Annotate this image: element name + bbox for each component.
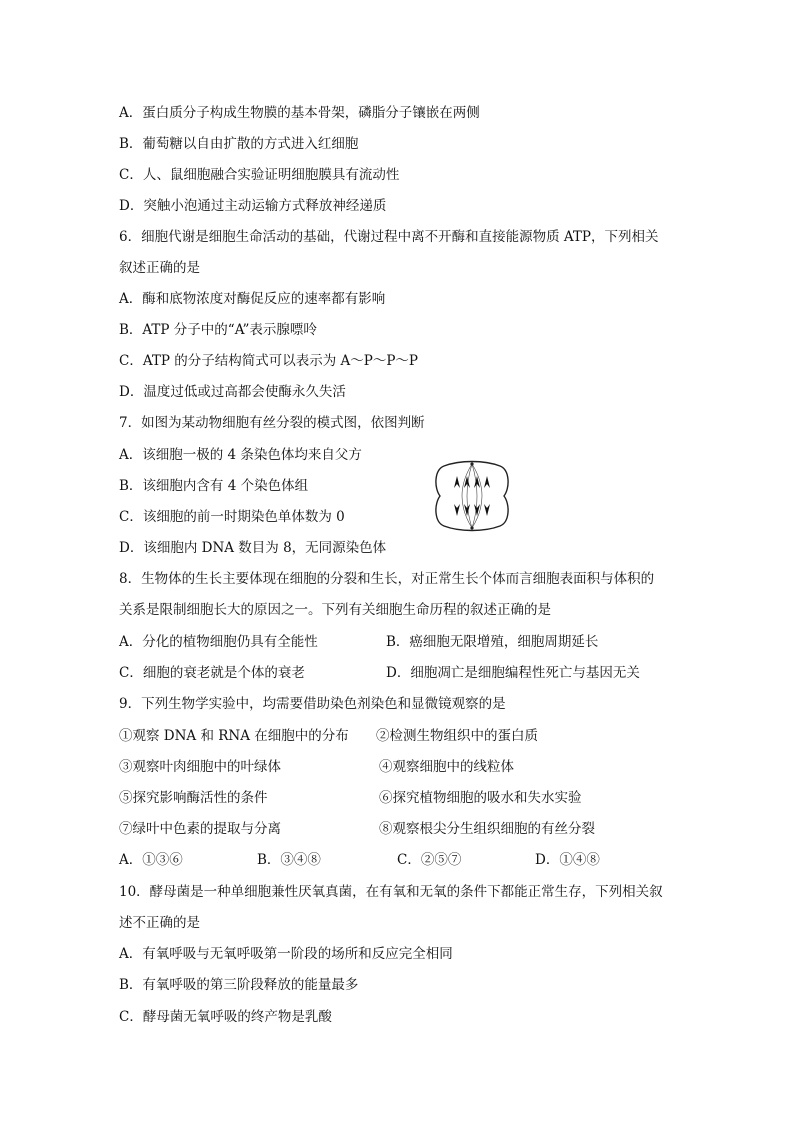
q6-option-b: B．ATP 分子中的“A”表示腺嘌呤 [119, 322, 317, 338]
chromosomes-upper [454, 476, 490, 488]
centrosome-top [470, 462, 473, 465]
q9-item-6: ⑥探究植物细胞的吸水和失水实验 [379, 790, 582, 806]
q6-stem-line1: 6．细胞代谢是细胞生命活动的基础，代谢过程中离不开酶和直接能源物质 ATP，下列相关 [119, 229, 659, 245]
spindle-fibers [462, 464, 482, 528]
q10-stem-line2: 述不正确的是 [119, 915, 200, 931]
q7-stem: 7．如图为某动物细胞有丝分裂的模式图，依图判断 [119, 415, 425, 431]
q9-item-3: ③观察叶肉细胞中的叶绿体 [119, 759, 281, 775]
q9-item-1: ①观察 DNA 和 RNA 在细胞中的分布 [119, 728, 349, 744]
q5-option-c: C．人、鼠细胞融合实验证明细胞膜具有流动性 [119, 167, 400, 183]
q5-option-b: B．葡萄糖以自由扩散的方式进入红细胞 [119, 136, 359, 152]
q6-option-a: A．酶和底物浓度对酶促反应的速率都有影响 [119, 291, 386, 307]
q10-option-b: B．有氧呼吸的第三阶段释放的能量最多 [119, 977, 359, 993]
chromosomes-lower [454, 504, 490, 516]
q5-option-a: A．蛋白质分子构成生物膜的基本骨架，磷脂分子镶嵌在两侧 [119, 105, 480, 121]
mitosis-cell-figure [432, 458, 512, 534]
q8-option-a: A．分化的植物细胞仍具有全能性 [119, 634, 318, 650]
cell-membrane [436, 462, 508, 531]
q5-option-d: D．突触小泡通过主动运输方式释放神经递质 [119, 198, 387, 214]
q10-stem-line1: 10．酵母菌是一种单细胞兼性厌氧真菌，在有氧和无氧的条件下都能正常生存，下列相关叙 [119, 884, 663, 900]
q6-option-c: C．ATP 的分子结构简式可以表示为 A～P～P～P [119, 353, 419, 369]
q8-stem-line2: 关系是限制细胞长大的原因之一。下列有关细胞生命历程的叙述正确的是 [119, 602, 551, 618]
q7-option-b: B．该细胞内含有 4 个染色体组 [119, 478, 309, 494]
q8-option-d: D．细胞凋亡是细胞编程性死亡与基因无关 [386, 665, 640, 681]
q9-item-8: ⑧观察根尖分生组织细胞的有丝分裂 [379, 821, 595, 837]
q9-item-2: ②检测生物组织中的蛋白质 [376, 728, 538, 744]
q7-option-d: D．该细胞内 DNA 数目为 8，无同源染色体 [119, 540, 387, 556]
q9-item-4: ④观察细胞中的线粒体 [379, 759, 514, 775]
q9-choice-b: B．③④⑧ [257, 852, 321, 868]
q10-option-a: A．有氧呼吸与无氧呼吸第一阶段的场所和反应完全相同 [119, 946, 453, 962]
q6-stem-line2: 叙述正确的是 [119, 260, 200, 276]
q8-stem-line1: 8．生物体的生长主要体现在细胞的分裂和生长，对正常生长个体而言细胞表面积与体积的 [119, 571, 655, 587]
q9-choice-a: A．①③⑥ [119, 852, 183, 868]
q9-choice-c: C．②⑤⑦ [397, 852, 462, 868]
q9-stem: 9．下列生物学实验中，均需要借助染色剂染色和显微镜观察的是 [119, 696, 506, 712]
q7-option-c: C．该细胞的前一时期染色单体数为 0 [119, 509, 345, 525]
q7-option-a: A．该细胞一极的 4 条染色体均来自父方 [119, 447, 362, 463]
centrosome-bottom [470, 526, 473, 529]
q8-option-c: C．细胞的衰老就是个体的衰老 [119, 665, 305, 681]
q9-item-7: ⑦绿叶中色素的提取与分离 [119, 821, 281, 837]
q6-option-d: D．温度过低或过高都会使酶永久失活 [119, 384, 346, 400]
q9-item-5: ⑤探究影响酶活性的条件 [119, 790, 268, 806]
q8-option-b: B．癌细胞无限增殖，细胞周期延长 [386, 634, 599, 650]
q9-choice-d: D．①④⑧ [535, 852, 600, 868]
q10-option-c: C．酵母菌无氧呼吸的终产物是乳酸 [119, 1009, 332, 1025]
